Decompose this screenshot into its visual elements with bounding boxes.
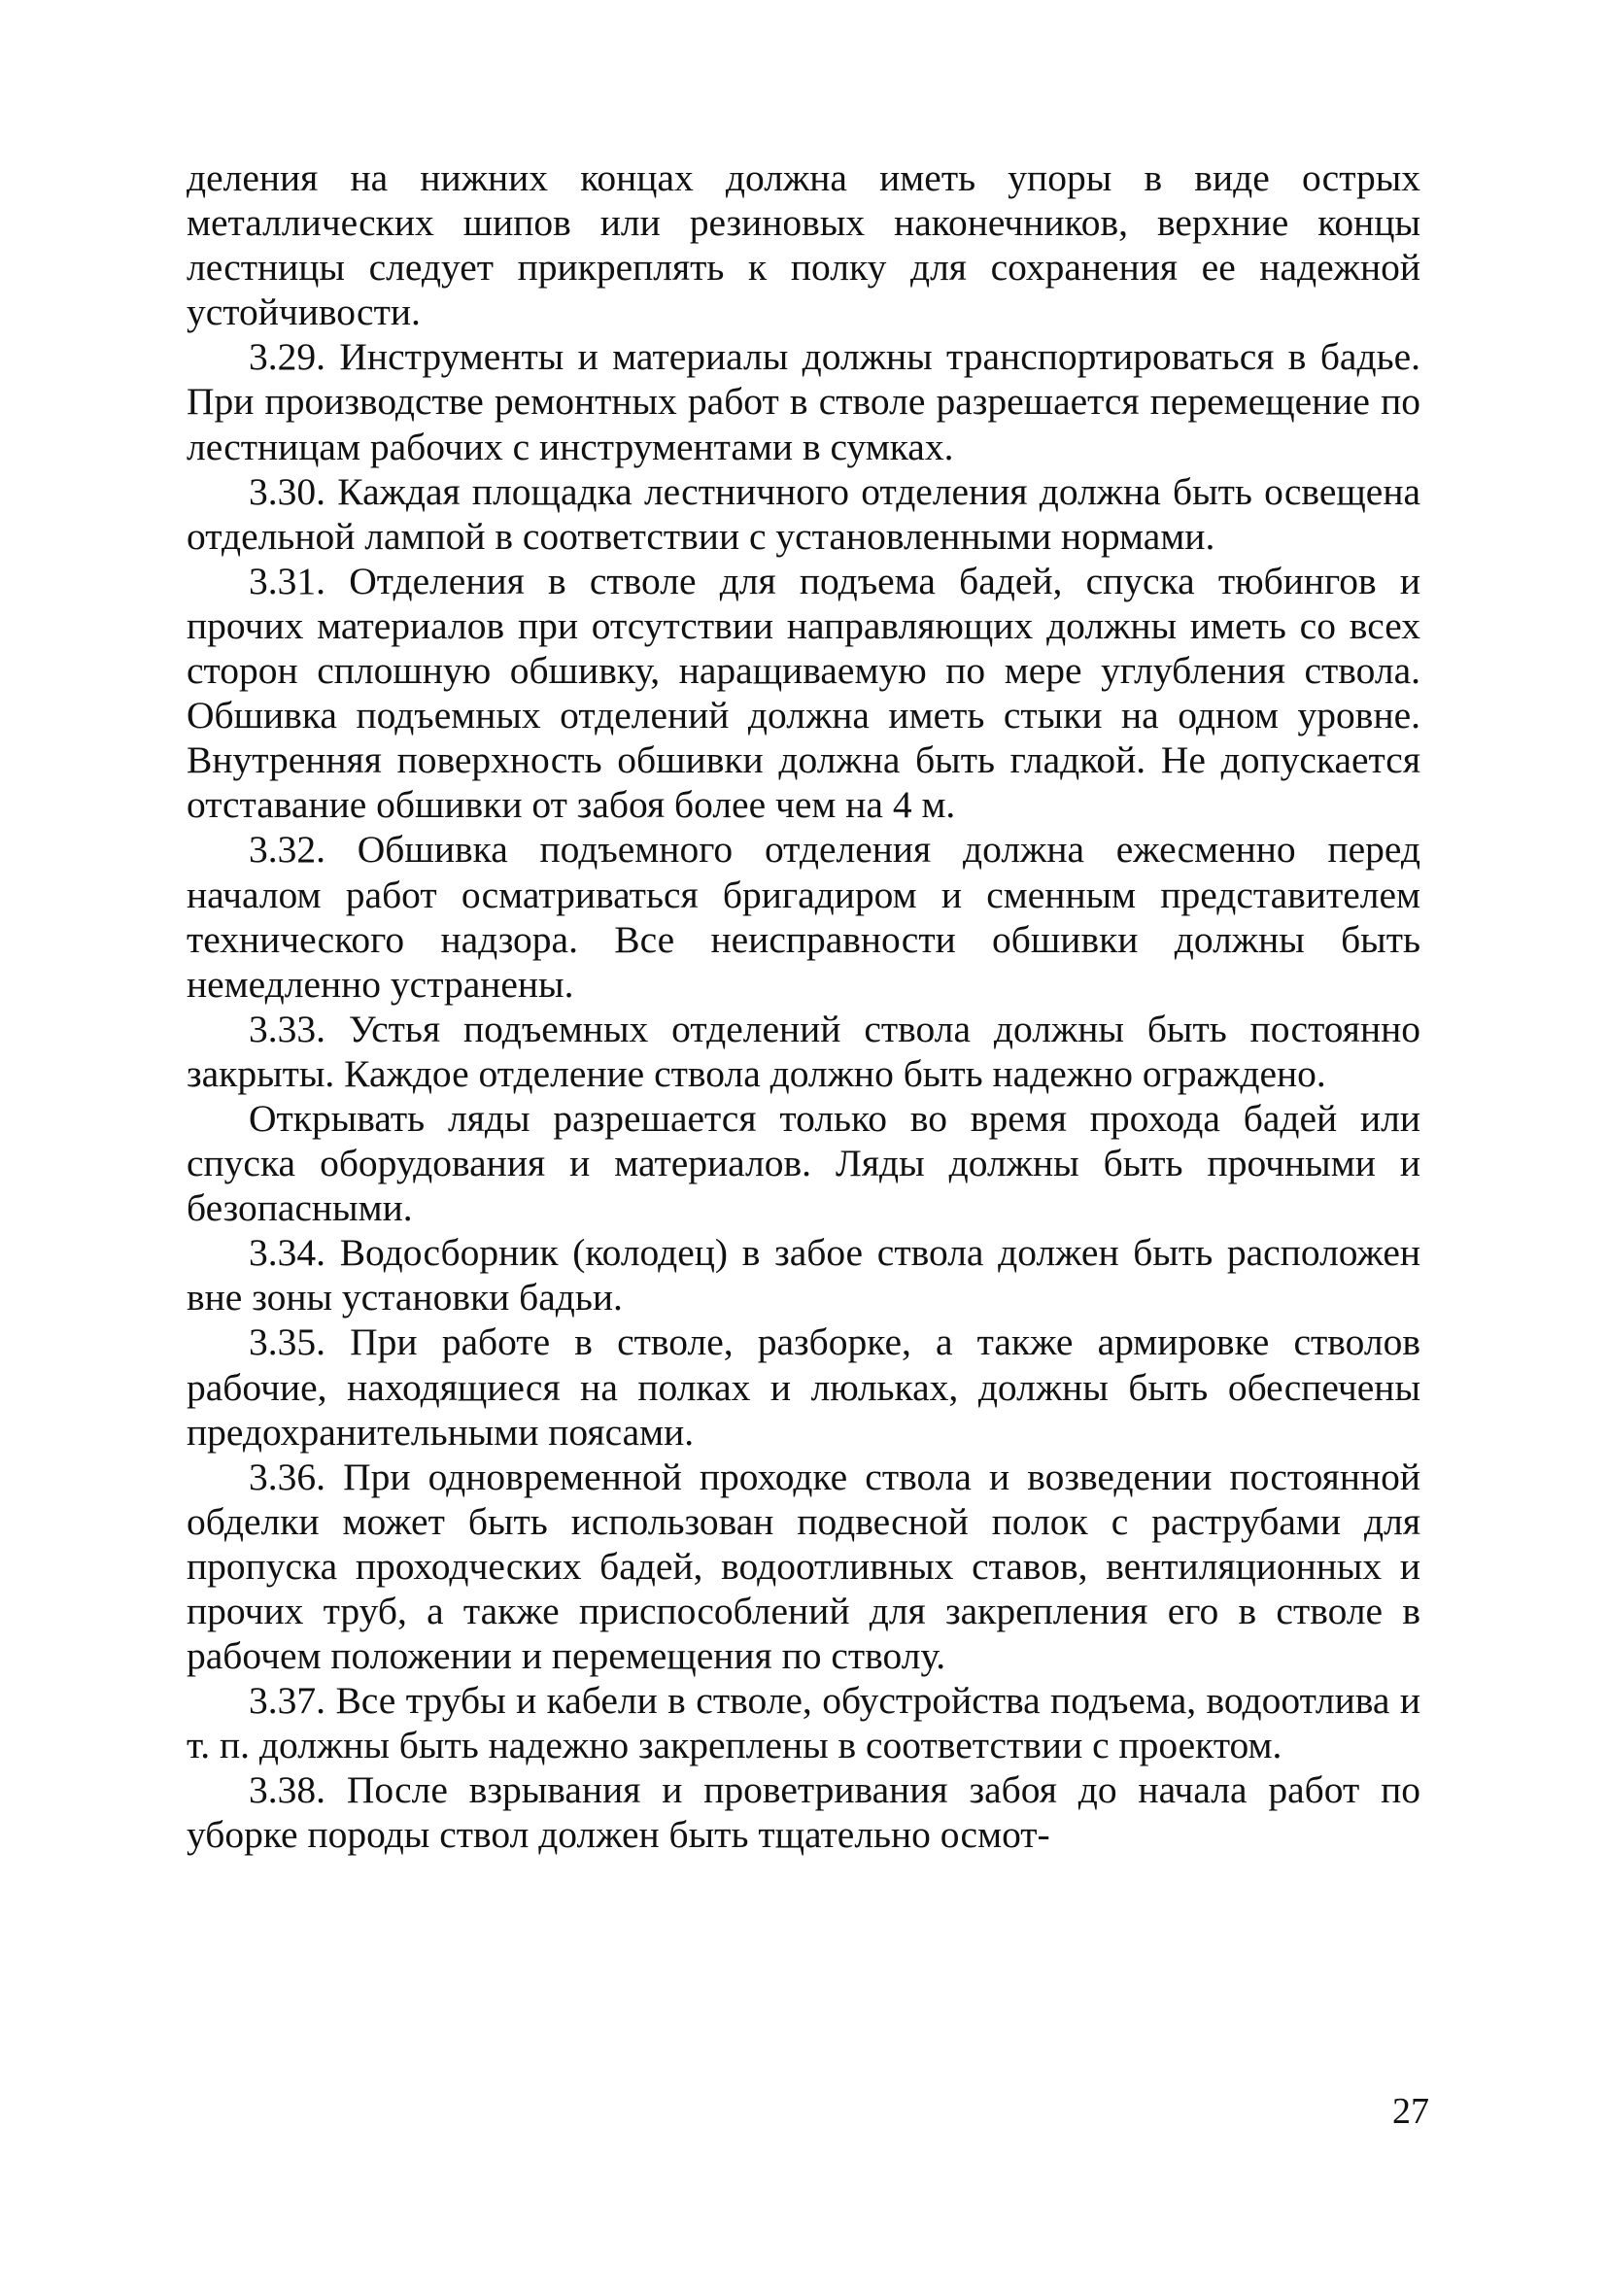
body-text xyxy=(187,155,1420,1858)
paragraph-3-29: 3.29. Инструменты и материалы должны транспортироваться в бадье. При производстве ремонтных работ в стволе разрешается перемещение по лестницам рабочих с инструментами в сумках. xyxy=(187,335,1420,468)
paragraph-3-37: 3.37. Все трубы и кабели в стволе, обустройства подъема, водоотлива и т. п. должны быть надежно закреплены в соответствии с проектом. xyxy=(187,1679,1420,1767)
paragraph-3-32: 3.32. Обшивка подъемного отделения должна ежесменно перед началом работ осматриваться бригадиром и сменным представителем технического надзора. Все неисправности обшивки должны быть немедленно устранены. xyxy=(187,828,1420,1006)
paragraph-3-38: 3.38. После взрывания и проветривания забоя до начала работ по уборке породы ствол должен быть тщательно осмот- xyxy=(187,1768,1420,1857)
paragraph-3-34: 3.34. Водосборник (колодец) в забое ствола должен быть расположен вне зоны установки бадьи. xyxy=(187,1231,1420,1319)
paragraph-3-33-cont: Открывать ляды разрешается только во время прохода бадей или спуска оборудования и материалов. Ляды должны быть прочными и безопасными. xyxy=(187,1096,1420,1230)
paragraph-continuation: деления на нижних концах должна иметь упоры в виде острых металлических шипов или резиновых наконечников, верхние концы лестницы следует прикреплять к полку для сохранения ее надежной устойчивости. xyxy=(187,156,1420,334)
page-number: 27 xyxy=(1392,2091,1429,2132)
paragraph-3-33: 3.33. Устья подъемных отделений ствола должны быть постоянно закрыты. Каждое отделение ствола должно быть надежно ограждено. xyxy=(187,1007,1420,1095)
paragraph-3-35: 3.35. При работе в стволе, разборке, а также армировке стволов рабочие, находящиеся на полках и люльках, должны быть обеспечены предохранительными поясами. xyxy=(187,1320,1420,1454)
paragraph-3-31: 3.31. Отделения в стволе для подъема бадей, спуска тюбингов и прочих материалов при отсутствии направляющих должны иметь со всех сторон сплошную обшивку, наращиваемую по мере углубления ствола. Обшивка подъемных отделений должна иметь стыки на одном уровне. Внутренняя поверхность обшивки должна быть гладкой. Не допускается отставание обшивки от забоя более чем на 4 м. xyxy=(187,559,1420,827)
paragraph-3-30: 3.30. Каждая площадка лестничного отделения должна быть освещена отдельной лампой в соответствии с установленными нормами. xyxy=(187,469,1420,558)
paragraph-3-36: 3.36. При одновременной проходке ствола и возведении постоянной обделки может быть использован подвесной полок с раструбами для пропуска проходческих бадей, водоотливных ставов, вентиляционных и прочих труб, а также приспособлений для закрепления его в стволе в рабочем положении и перемещения по стволу. xyxy=(187,1455,1420,1678)
